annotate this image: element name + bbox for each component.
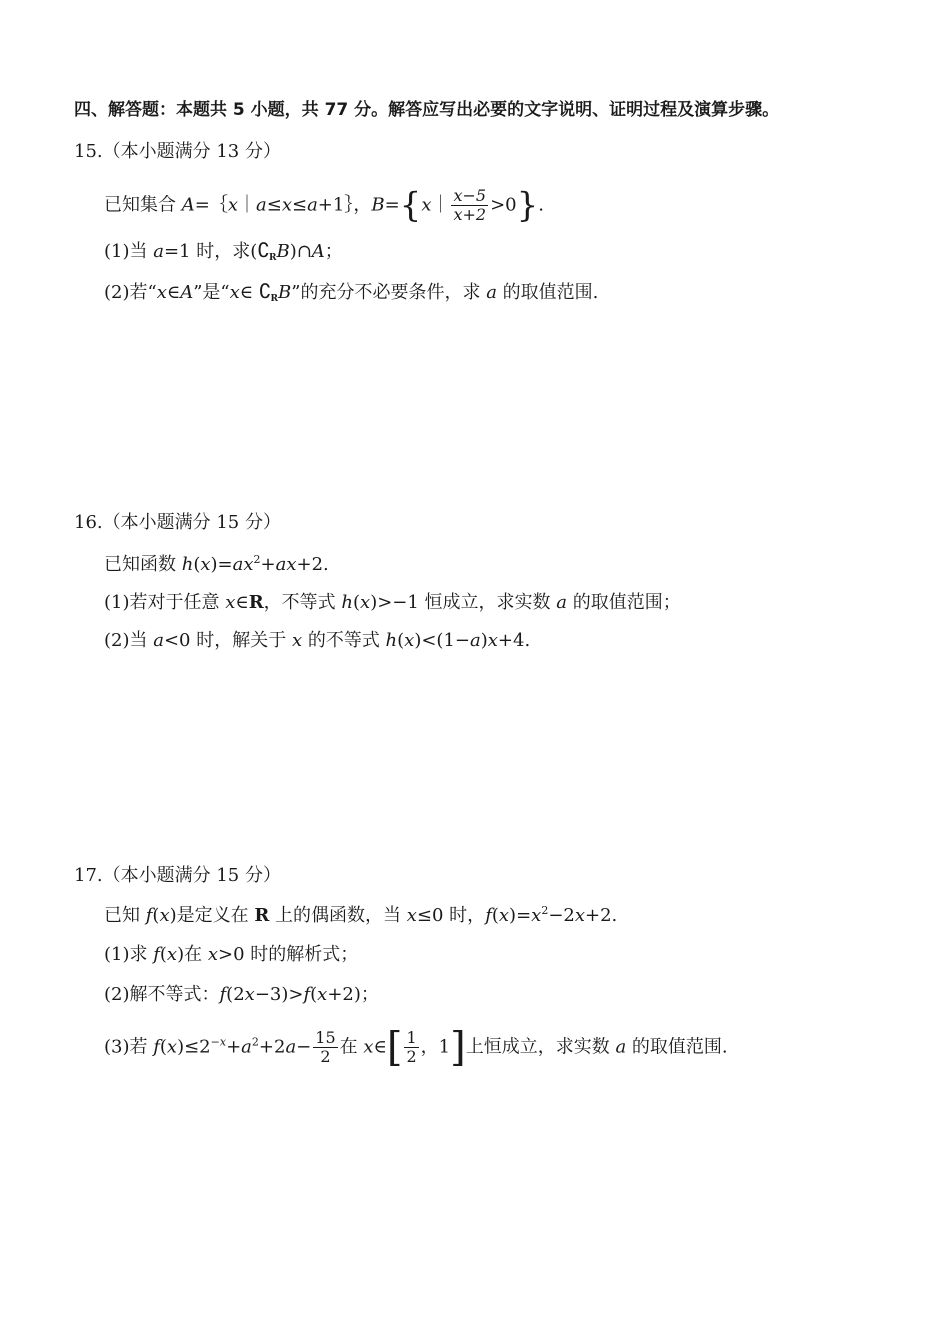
q15-header: 15.（本小题满分 13 分）	[74, 141, 281, 162]
q15-part1: (1)当 a=1 时，求$(∁_RB)\cap A$；	[104, 238, 343, 263]
q17-part3: (3)若 $f(x)\le 2^{-x}+a^2+2a-$ $\frac{15}{2}$ 在 x∈[ $\frac{1}{2}$ ，1]上恒成立，求实数 a 的取值范围.	[104, 1024, 728, 1071]
complement-symbol: $∁_R$	[258, 279, 279, 304]
q15-statement: 已知集合 A=｛x｜a≤x≤a+1｝，B={x｜ $\frac{x-5}{x+2}$ >0}.	[104, 185, 544, 226]
q17-part1: (1)求 f(x)在 x>0 时的解析式；	[104, 944, 359, 965]
q16-statement: 已知函数 $h(x)=ax^2+ax+2$.	[104, 553, 329, 575]
fraction: $\frac{x-5}{x+2}$	[453, 186, 487, 224]
q16-header: 16.（本小题满分 15 分）	[74, 512, 281, 533]
q17-statement: 已知 f(x)是定义在 R 上的偶函数，当 x≤0 时，$f(x)=x^2-2x+2$.	[104, 904, 618, 926]
q17-part2: (2)解不等式：f(2x−3)>f(x+2)；	[104, 984, 379, 1005]
q15-part2: (2)若“x∈A”是“x∈ $∁_RB$”的充分不必要条件，求 a 的取值范围.	[104, 279, 599, 304]
q16-part1: (1)若对于任意 x∈R，不等式 h(x)>−1 恒成立，求实数 a 的取值范围；	[104, 592, 681, 613]
complement-symbol: $∁_R$	[257, 238, 277, 263]
fraction: $\frac{1}{2}$	[406, 1028, 417, 1066]
fraction: $\frac{15}{2}$	[315, 1028, 336, 1066]
q16-part2: (2)当 a<0 时，解关于 x 的不等式 h(x)<(1−a)x+4.	[104, 630, 531, 651]
section-title: 四、解答题：本题共 5 小题，共 77 分。解答应写出必要的文字说明、证明过程及演算步骤。	[74, 100, 780, 120]
q17-header: 17.（本小题满分 15 分）	[74, 865, 281, 886]
